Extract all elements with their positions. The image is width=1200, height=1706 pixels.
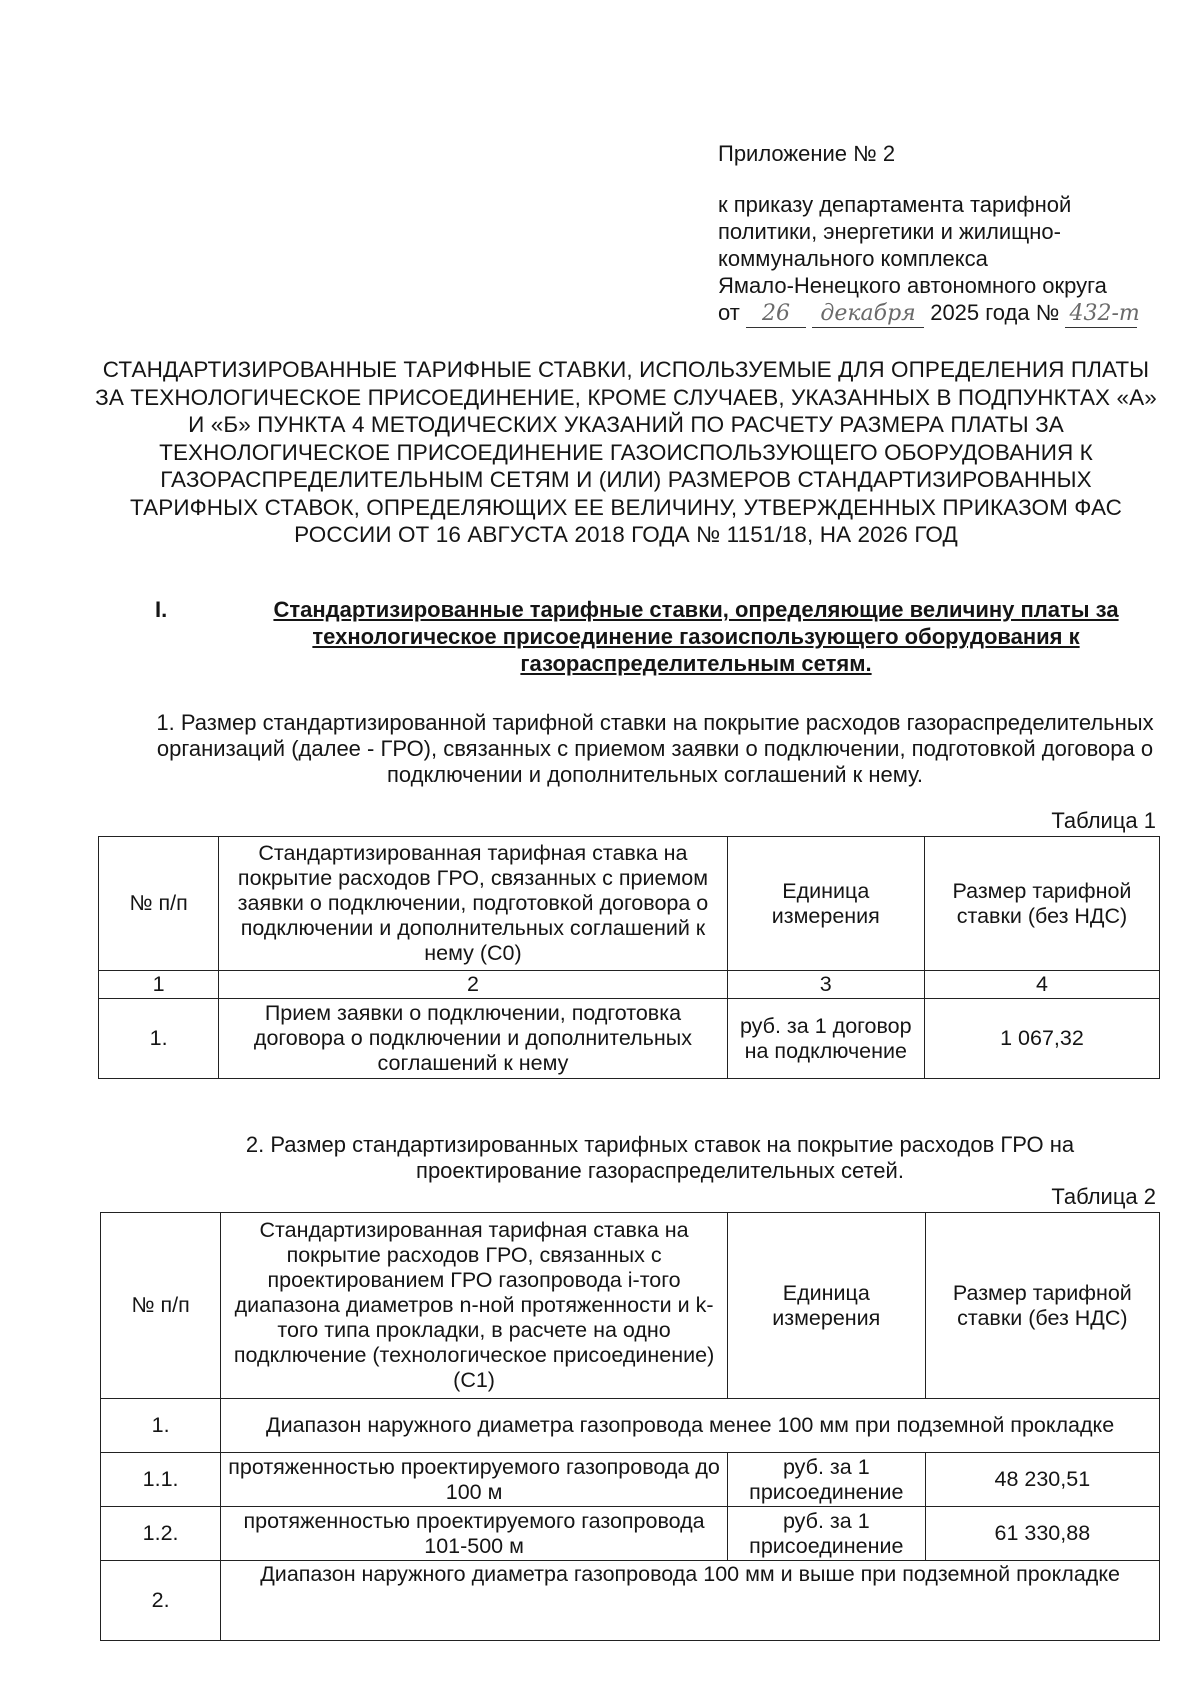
group-num: 2. xyxy=(101,1561,221,1641)
appendix-line: Ямало-Ненецкого автономного округа xyxy=(718,273,1107,298)
table-2 xyxy=(100,1212,1160,1641)
date-prefix: от xyxy=(718,300,740,325)
row-value: 48 230,51 xyxy=(925,1453,1159,1507)
handwritten-order-number: 432-т xyxy=(1065,300,1137,328)
group-num: 1. xyxy=(101,1399,221,1453)
table-row xyxy=(99,999,1160,1079)
row-num: 1.2. xyxy=(101,1507,221,1561)
table-row xyxy=(101,1453,1160,1507)
section-number: I. xyxy=(155,597,168,622)
paragraph-2: 2. Размер стандартизированных тарифных ставок на покрытие расходов ГРО на проектирование газораспределительных сетей. xyxy=(245,1132,1075,1183)
table-header-row xyxy=(99,837,1160,971)
appendix-date-line xyxy=(718,299,1148,328)
document-title: СТАНДАРТИЗИРОВАННЫЕ ТАРИФНЫЕ СТАВКИ, ИСПОЛЬЗУЕМЫЕ ДЛЯ ОПРЕДЕЛЕНИЯ ПЛАТЫ ЗА ТЕХНОЛОГИЧЕСКОЕ ПРИСОЕДИНЕНИЕ, КРОМЕ СЛУЧАЕВ, УКАЗАННЫХ В ПОДПУНКТАХ «А» И «Б» ПУНКТА 4 МЕТОДИЧЕСКИХ УКАЗАНИЙ ПО РАСЧЕТУ РАЗМЕРА ПЛАТЫ ЗА ТЕХНОЛОГИЧЕСКОЕ ПРИСОЕДИНЕНИЕ ГАЗОИСПОЛЬЗУЮЩЕГО ОБОРУДОВАНИЯ К ГАЗОРАСПРЕДЕЛИТЕЛЬНЫМ СЕТЯМ И (ИЛИ) РАЗМЕРОВ СТАНДАРТИЗИРОВАННЫХ ТАРИФНЫХ СТАВОК, ОПРЕДЕЛЯЮЩИХ ЕЕ ВЕЛИЧИНУ, УТВЕРЖДЕННЫХ ПРИКАЗОМ ФАС РОССИИ ОТ 16 АВГУСТА 2018 ГОДА № 1151/18, НА 2026 ГОД xyxy=(95,357,1157,547)
table-2-caption: Таблица 2 xyxy=(1051,1184,1156,1209)
header-unit: Единица измерения xyxy=(727,837,924,971)
row-name: Прием заявки о подключении, подготовка договора о подключении и дополнительных соглашений к нему xyxy=(219,999,727,1079)
header-num: № п/п xyxy=(99,837,219,971)
paragraph-1: 1. Размер стандартизированной тарифной ставки на покрытие расходов газораспределительных организаций (далее - ГРО), связанных с приемом заявки о подключении, подготовкой договора о подключении и дополнительных соглашений к нему. xyxy=(156,710,1154,787)
header-unit: Единица измерения xyxy=(727,1213,925,1399)
handwritten-month: декабря xyxy=(812,300,924,328)
appendix-line: коммунального комплекса xyxy=(718,246,988,271)
table-1 xyxy=(98,836,1160,1079)
row-unit: руб. за 1 договор на подключение xyxy=(727,999,924,1079)
header-value: Размер тарифной ставки (без НДС) xyxy=(924,837,1159,971)
date-year: 2025 года № xyxy=(930,300,1060,325)
header-rate: Стандартизированная тарифная ставка на покрытие расходов ГРО, связанных с проектированием ГРО газопровода i-того диапазона диаметров n-ной протяженности и k-того типа прокладки, в расчете на одно подключение (технологическое присоединение) (С1) xyxy=(221,1213,728,1399)
col-number: 3 xyxy=(727,971,924,999)
row-unit: руб. за 1 присоединение xyxy=(727,1453,925,1507)
group-title: Диапазон наружного диаметра газопровода 100 мм и выше при подземной прокладке xyxy=(221,1561,1160,1641)
table-1-caption: Таблица 1 xyxy=(1051,808,1156,833)
row-value: 61 330,88 xyxy=(925,1507,1159,1561)
table-header-row xyxy=(101,1213,1160,1399)
col-number: 4 xyxy=(924,971,1159,999)
row-name: протяженностью проектируемого газопровода до 100 м xyxy=(221,1453,728,1507)
appendix-block xyxy=(718,140,1148,328)
col-number: 1 xyxy=(99,971,219,999)
row-unit: руб. за 1 присоединение xyxy=(727,1507,925,1561)
appendix-title: Приложение № 2 xyxy=(718,141,896,166)
row-num: 1.1. xyxy=(101,1453,221,1507)
appendix-line: к приказу департамента тарифной xyxy=(718,192,1072,217)
table-row xyxy=(101,1507,1160,1561)
column-number-row xyxy=(99,971,1160,999)
section-title: Стандартизированные тарифные ставки, определяющие величину платы за технологическое присоединение газоиспользующего оборудования к газораспределительным сетям. xyxy=(273,597,1119,676)
group-title: Диапазон наружного диаметра газопровода менее 100 мм при подземной прокладке xyxy=(221,1399,1160,1453)
handwritten-day: 26 xyxy=(746,300,806,328)
appendix-line: политики, энергетики и жилищно- xyxy=(718,219,1061,244)
col-number: 2 xyxy=(219,971,727,999)
row-value: 1 067,32 xyxy=(924,999,1159,1079)
row-num: 1. xyxy=(99,999,219,1079)
group-row xyxy=(101,1561,1160,1641)
group-row xyxy=(101,1399,1160,1453)
row-name: протяженностью проектируемого газопровода 101-500 м xyxy=(221,1507,728,1561)
header-value: Размер тарифной ставки (без НДС) xyxy=(925,1213,1159,1399)
header-num: № п/п xyxy=(101,1213,221,1399)
header-rate: Стандартизированная тарифная ставка на покрытие расходов ГРО, связанных с приемом заявки о подключении, подготовкой договора о подключении и дополнительных соглашений к нему (С0) xyxy=(219,837,727,971)
section-heading xyxy=(155,596,1165,677)
